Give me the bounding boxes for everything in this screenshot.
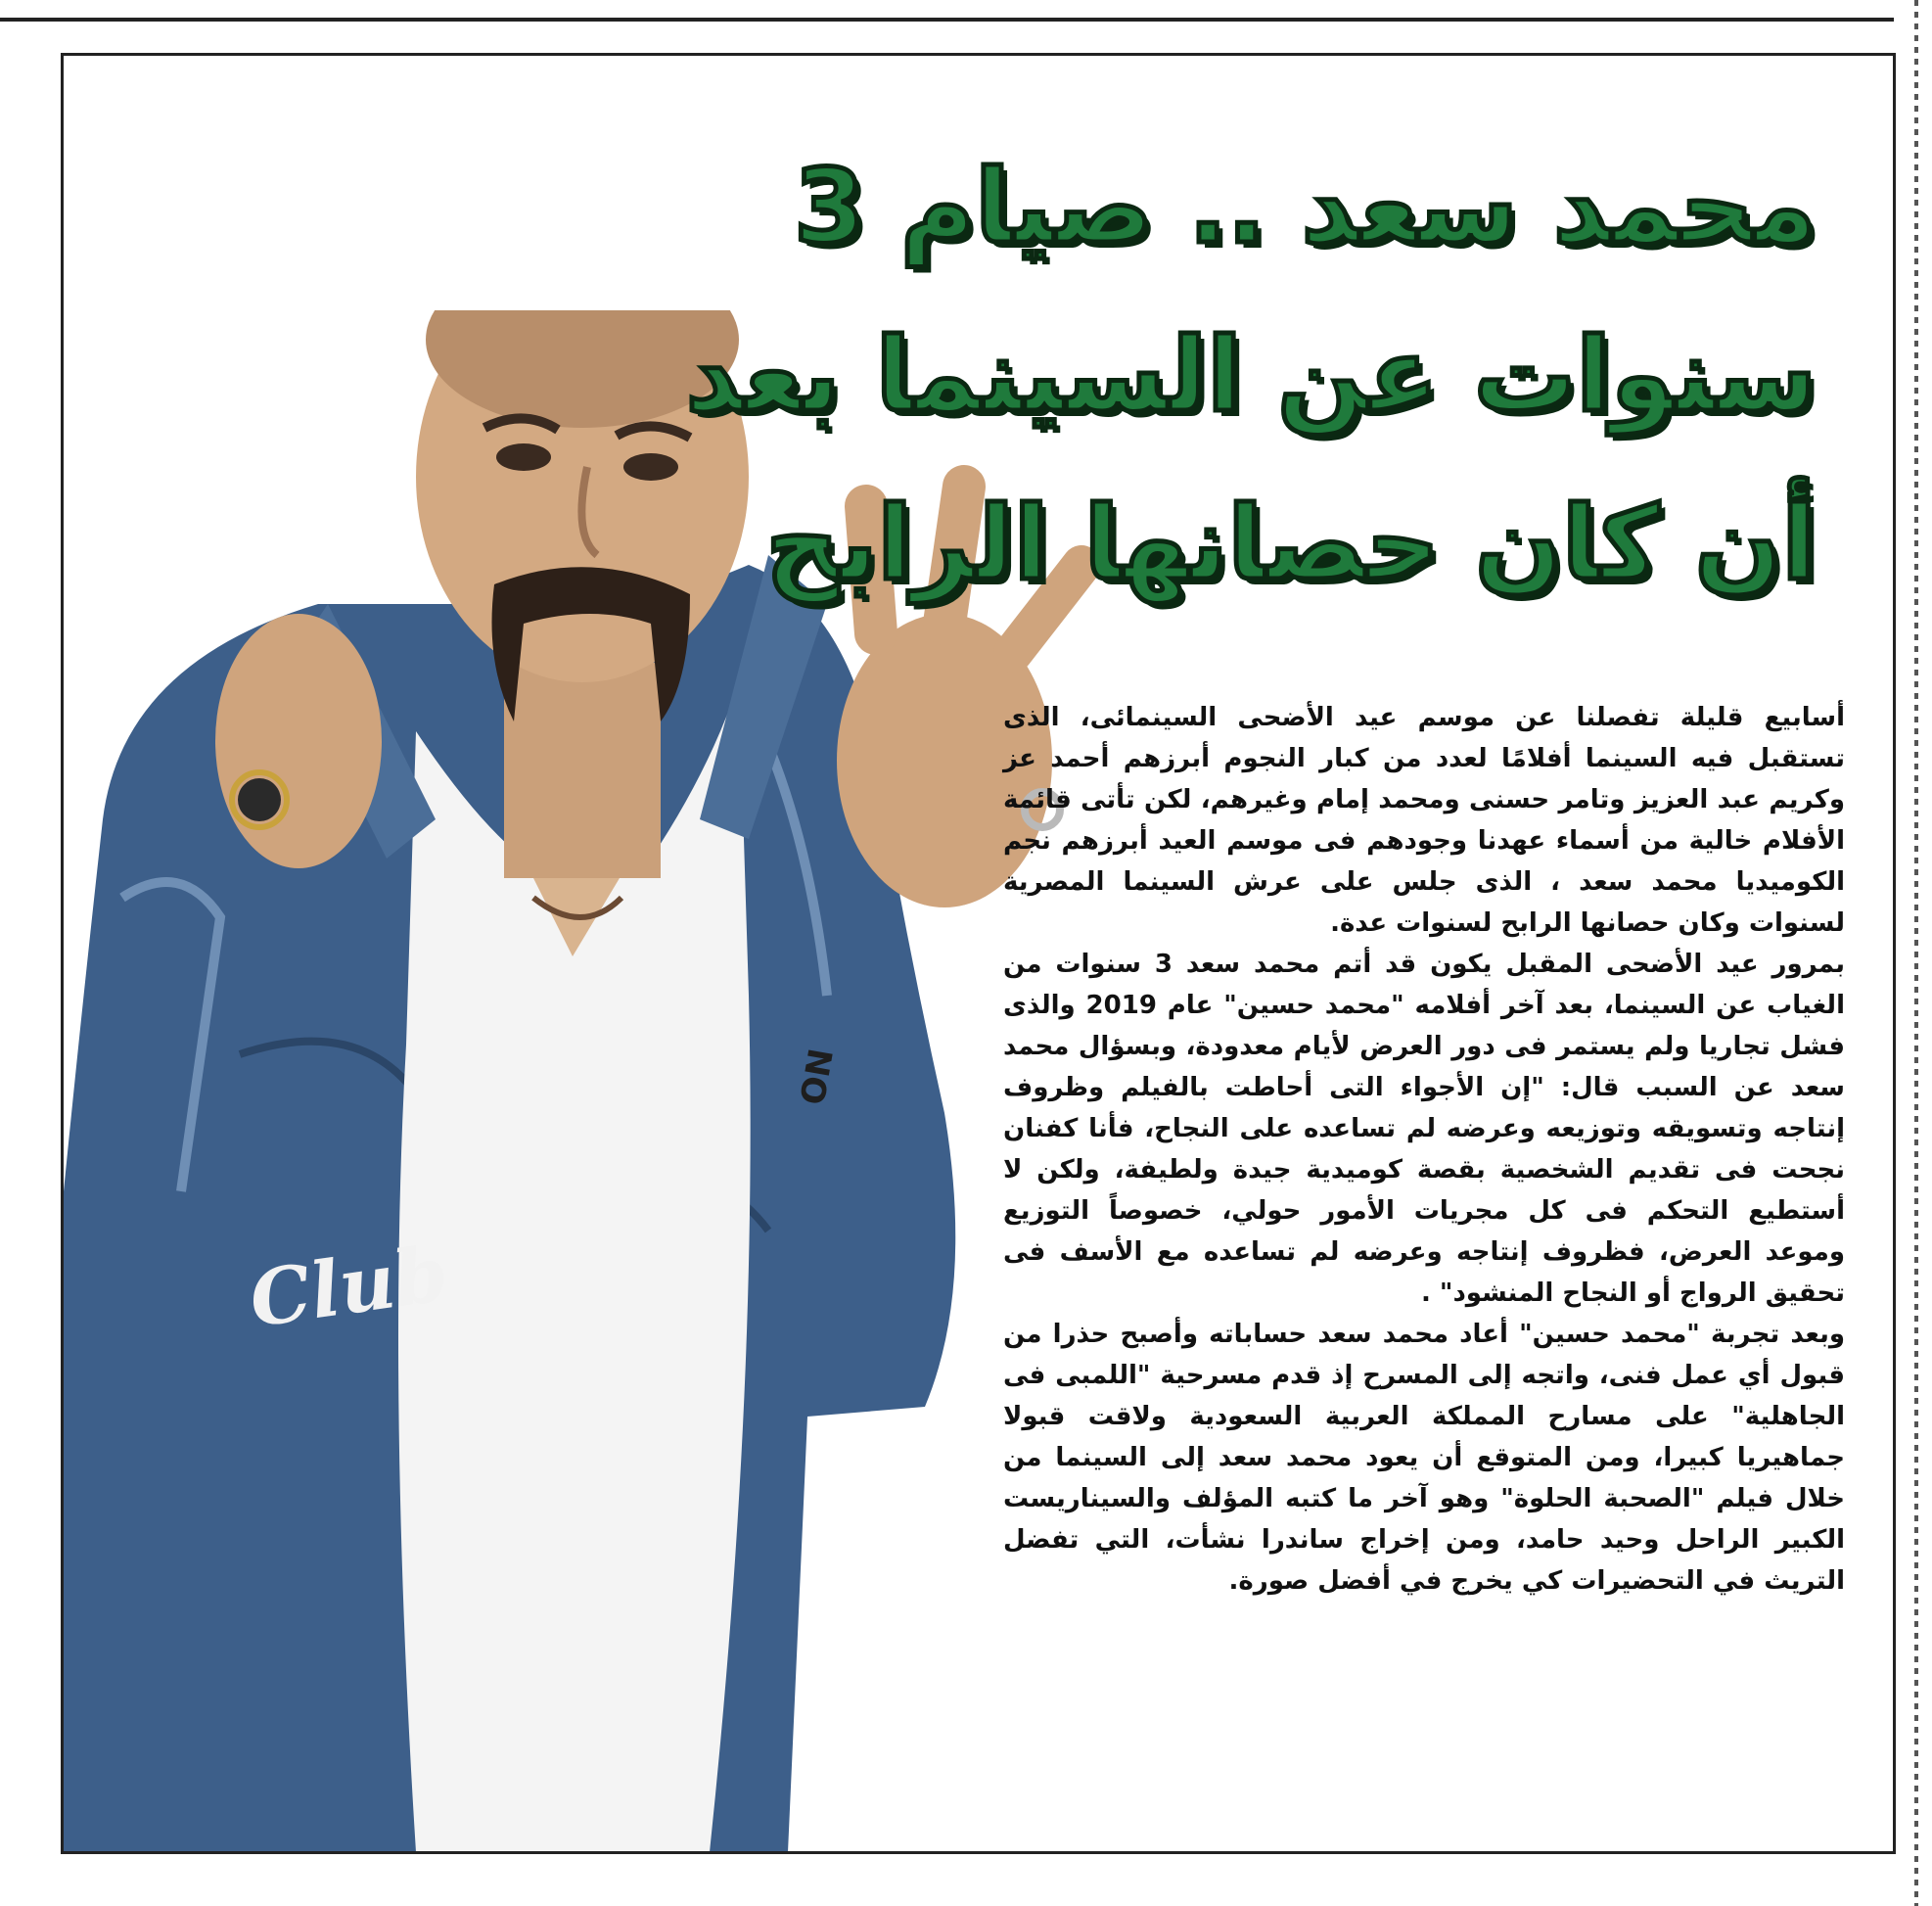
headline [685,122,1817,628]
article-body [1003,697,1845,1602]
shirt-lettering: ON [793,1046,843,1108]
top-rule [0,18,1894,22]
jacket-club-lettering: Club [244,1229,454,1345]
article-paragraph-3: وبعد تجربة "محمد حسين" أعاد محمد سعد حساباته وأصبح حذرا من قبول أي عمل فنى، واتجه إلى المسرح إذ قدم مسرحية "اللمبى فى الجاهلية" على مسارح المملكة العربية السعودية ولاقت قبولا جماهيريا كبيرا، ومن المتوقع أن يعود محمد سعد إلى السينما من خلال فيلم "الصحبة الحلوة" وهو آخر ما كتبه المؤلف والسيناريست الكبير الراحل وحيد حامد، ومن إخراج ساندرا نشأت، التي تفضل التريث في التحضيرات كي يخرج في أفضل صورة. [1003,1320,1845,1596]
headline-line-1: محمد سعد .. صيام 3 [794,147,1817,266]
headline-line-2: سنوات عن السينما بعد [685,315,1817,435]
headline-line-3: أن كان حصانها الرابح [765,484,1817,603]
page-edge-dashes [1914,0,1918,1906]
article-paragraph-2: بمرور عيد الأضحى المقبل يكون قد أتم محمد سعد 3 سنوات من الغياب عن السينما، بعد آخر أفلامه "محمد حسين" عام 2019 والذى فشل تجاريا ولم يستمر فى دور العرض لأيام معدودة، وبسؤال محمد سعد عن السبب قال: "إن الأجواء التى أحاطت بالفيلم وظروف إنتاجه وتسويقه وتوزيعه وعرضه لم تساعده على النجاح، فأنا كفنان نجحت فى تقديم الشخصية بقصة كوميدية جيدة ولطيفة، ولكن لا أستطيع التحكم فى كل مجريات الأمور حولي، خصوصاً التوزيع وموعد العرض، فظروف إنتاجه وعرضه لم تساعده مع الأسف فى تحقيق الرواج أو النجاح المنشود" . [1003,950,1846,1308]
article-paragraph-1: أسابيع قليلة تفصلنا عن موسم عيد الأضحى السينمائى، الذى تستقبل فيه السينما أفلامًا لعدد من كبار النجوم أبرزهم أحمد عز وكريم عبد العزيز وتامر حسنى ومحمد إمام وغيرهم، لكن تأتى قائمة الأفلام خالية من أسماء عهدنا وجودهم فى موسم العيد أبرزهم نجم الكوميديا محمد سعد ، الذى جلس على عرش السينما المصرية لسنوات وكان حصانها الرابح لسنوات عدة. [1003,703,1845,938]
article-frame [61,53,1896,1854]
